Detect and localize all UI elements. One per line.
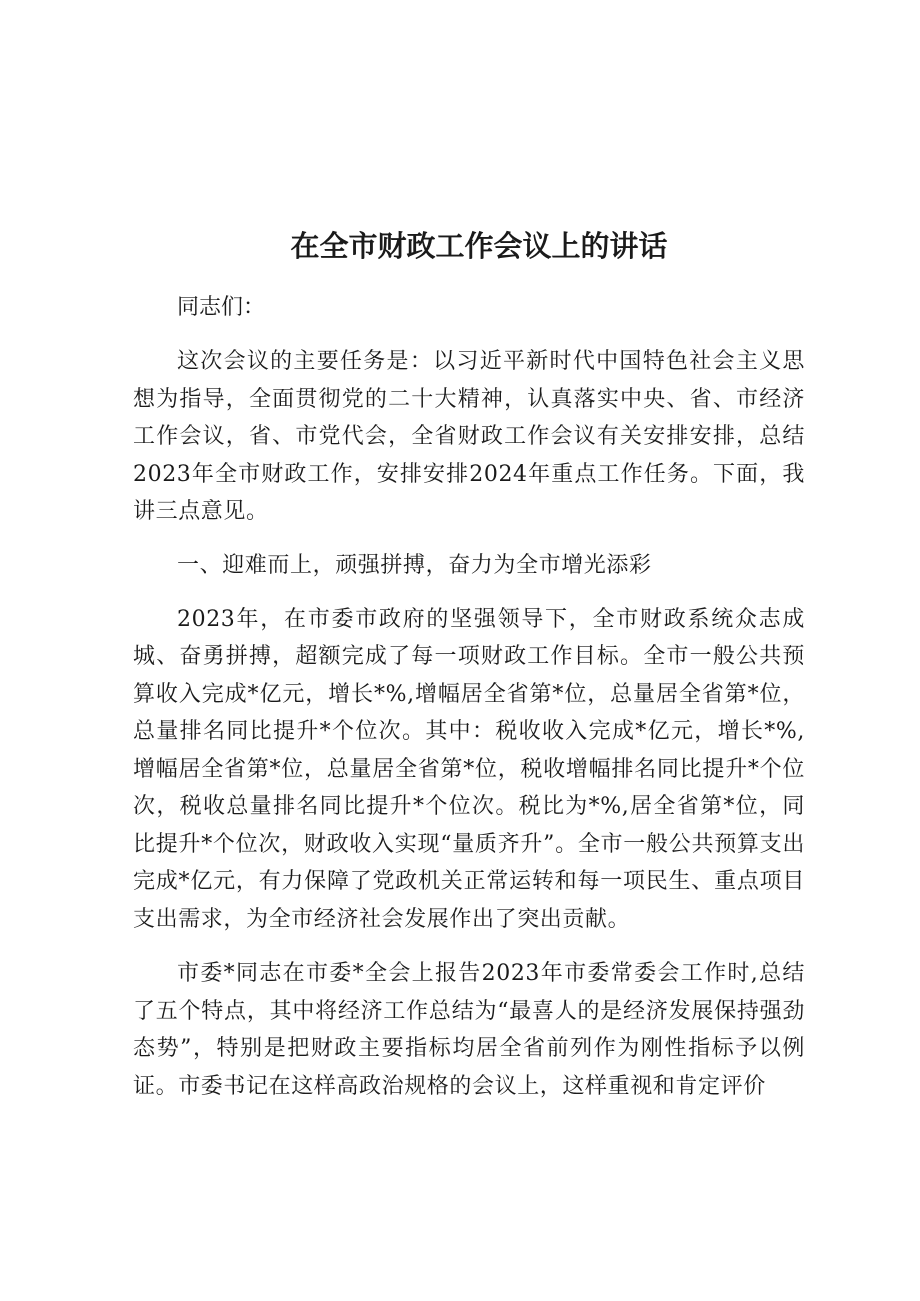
- salutation: 同志们：: [177, 295, 266, 320]
- document-title: 在全市财政工作会议上的讲话: [290, 229, 668, 263]
- section-heading-1: 一、迎难而上，顽强拼搏，奋力为全市增光添彩: [177, 552, 652, 578]
- section1-paragraph-1: 2023年，在市委市政府的坚强领导下，全市财政系统众志成城、奋勇拼搏，超额完成了每一项财政工作目标。全市一般公共预算收入完成*亿元，增长*%,增幅居全省第*位，总量居全省第*位，总量排名同比提升*个位次。其中：税收收入完成*亿元，增长*%,增幅居全省第*位，总量居全省第*位，税收增幅排名同比提升*个位次，税收总量排名同比提升*个位次。税比为*%,居全省第*位，同比提升*个位次，财政收入实现“量质齐升”。全市一般公共预算支出完成*亿元，有力保障了党政机关正常运转和每一项民生、重点项目支出需求，为全市经济社会发展作出了突出贡献。: [133, 606, 805, 932]
- document-page: [133, 224, 805, 1122]
- intro-paragraph: 这次会议的主要任务是：以习近平新时代中国特色社会主义思想为指导，全面贯彻党的二十大精神，认真落实中央、省、市经济工作会议，省、市党代会，全省财政工作会议有关安排安排，总结2023年全市财政工作，安排安排2024年重点工作任务。下面，我讲三点意见。: [133, 349, 805, 524]
- section1-paragraph-2: 市委*同志在市委*全会上报告2023年市委常委会工作时,总结了五个特点，其中将经济工作总结为“最喜人的是经济发展保持强劲态势”，特别是把财政主要指标均居全省前列作为刚性指标予以例证。市委书记在这样高政治规格的会议上，这样重视和肯定评价: [133, 961, 805, 1099]
